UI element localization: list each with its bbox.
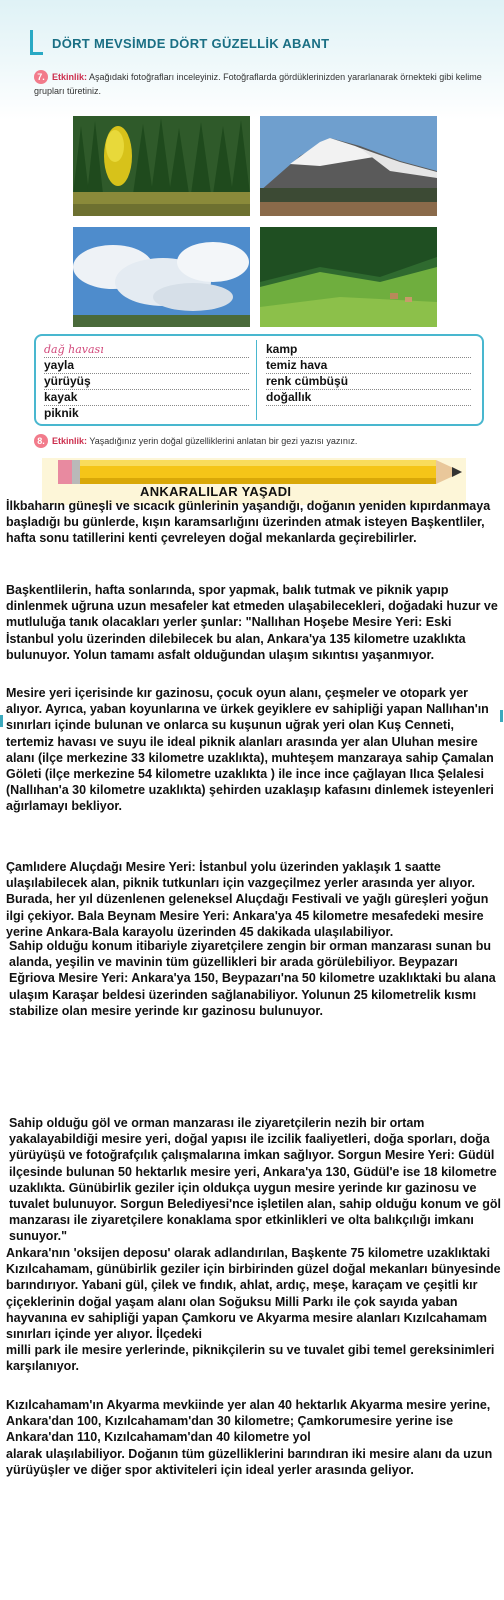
word-entry: renk cümbüşü bbox=[266, 374, 471, 390]
table-divider bbox=[256, 340, 257, 420]
word-entry: temiz hava bbox=[266, 358, 471, 374]
example-word: dağ havası bbox=[44, 342, 249, 358]
article-paragraph: Ankara'nın 'oksijen deposu' olarak adlandırılan, Başkente 75 kilometre uzaklıktaki Kızılcahamam, günübirlik geziler için birbirinden güzel doğal mekanları bünyesinde barındırıyor. Yabani gül, çilek ve fındık, ahlat, ardıç, meşe, karaçam ve çeşitli kır çiçeklerinin doğal yaşam alanı olan Soğuksu Milli Parkı ile çok sayıda yaban hayvanına ev sahipliği yapan Çamkoru ve Akyarma mesire alanları Kızılcahamam sınırları içinde yer alıyor. İlçedeki milli park ile mesire yerlerinde, piknikçilerin su ve tuvalet gibi temel gereksinimleri karşılanıyor. bbox=[6, 1246, 501, 1374]
activity-8-number: 8. bbox=[34, 434, 48, 448]
word-entry: yürüyüş bbox=[44, 374, 249, 390]
article-paragraph: Sahip olduğu konum itibariyle ziyaretçilere zengin bir orman manzarası sunan bu alanda, yeşilin ve mavinin tüm güzellikleri bir arada görülebiliyor. Beypazarı Eğriova Mesire Yeri: Ankara'ya 150, Beypazarı'na 50 kilometre uzaklıktaki bu alana ulaşım Karaşar beldesi üzerinden sağlanabiliyor. Yolunun 25 kilometrelik kısmı stabilize olan mesire yerinde kır gazinosu bulunuyor. bbox=[9, 939, 496, 1018]
activity-7-instruction bbox=[34, 70, 484, 98]
activity-7-number: 7. bbox=[34, 70, 48, 84]
activity-8-instruction bbox=[34, 434, 484, 448]
word-entry: yayla bbox=[44, 358, 249, 374]
forest-photo bbox=[73, 116, 250, 216]
cloudy-sky-photo bbox=[73, 227, 250, 327]
activity-8-text: Yaşadığınız yerin doğal güzelliklerini anlatan bir gezi yazısı yazınız. bbox=[89, 436, 358, 446]
word-entry: kayak bbox=[44, 390, 249, 406]
article-paragraph: Kızılcahamam'ın Akyarma mevkiinde yer alan 40 hektarlık Akyarma mesire yerine, Ankara'dan 100, Kızılcahamam'dan 30 kilometre; Çamkorumesire yerine ise Ankara'dan 110, Kızılcahamam'dan 40 kilometre yol alarak ulaşılabiliyor. Doğanın tüm güzelliklerini barındıran iki mesire alanı da uzun yürüyüşler ve diğer spor aktiviteleri için ideal yerler arasında geliyor. bbox=[6, 1398, 493, 1477]
worksheet-header bbox=[30, 30, 490, 60]
activity-7-label: Etkinlik: bbox=[52, 72, 88, 82]
photo-grid bbox=[73, 116, 441, 328]
article-paragraph: İlkbaharın güneşli ve sıcacık günlerinin yaşandığı, doğanın yeniden kıpırdanmaya başladığı bu günlerde, kışın karamsarlığını üzerinden atmak isteyen Başkentliler, hafta sonu tatillerini kenti çevreleyen doğal mekanlarda geçirebilirler. bbox=[6, 499, 491, 546]
word-column-right bbox=[266, 342, 471, 406]
article-paragraph: Başkentlilerin, hafta sonlarında, spor yapmak, balık tutmak ve piknik yapıp dinlenmek uğruna uzun mesafeler kat etmeden ulaşabilecekleri, doğadaki huzur ve mutluluğa tanık olacakları yerler şunlar: "Nallıhan Hoşebe Mesire Yeri: Eski İstanbul yolu üzerinden dilebilecek bu alan, Ankara'ya 135 kilometre uzaklıkta bulunuyor. Yolun tamamı asfalt olduğundan ulaşım sıkıntısı yaşanmıyor. bbox=[6, 583, 498, 662]
word-group-table bbox=[34, 334, 484, 426]
worksheet-title: DÖRT MEVSİMDE DÖRT GÜZELLİK ABANT bbox=[52, 36, 330, 51]
word-column-left bbox=[44, 342, 249, 421]
header-bracket-decoration bbox=[30, 30, 43, 55]
worksheet-page bbox=[0, 0, 504, 505]
essay-title: ANKARALILAR YAŞADI bbox=[140, 484, 292, 499]
article-paragraph: Mesire yeri içerisinde kır gazinosu, çocuk oyun alanı, çeşmeler ve otopark yer alıyor. Ayrıca, yaban koyunlarına ve ürkek geyiklere ev sahipliği yapan Nallıhan'ın sınırları içinde bulunan ve onlarca su kuşunun uğrak yeri olan Kuş Cenneti, tertemiz havası ve suyu ile ideal piknik alanları arasında yer alan Uluhan mesire alanı (ilçe merkezine 33 kilometre uzaklıkta), muhteşem manzaraya sahip Çamalan Göleti (ilçe merkezine 54 kilometre uzaklıkta ) ile ince ince çağlayan Ilıca Şelalesi (Nallıhan'a 30 kilometre uzaklıkta) şehirden uzaklaşıp kafasını dinlemek isteyenleri ağırlamayı bekliyor. bbox=[6, 686, 494, 814]
article-paragraph: Sahip olduğu göl ve orman manzarası ile ziyaretçilerin nezih bir ortam yakalayabildiği mesire yeri, doğal yapısı ile izcilik faaliyetleri, doğa sporları, doğa yürüyüşü ve fotoğrafçılık çalışmalarına imkan sağlıyor. Sorgun Mesire Yeri: Güdül ilçesinde bulunan 50 hektarlık mesire yeri, Ankara'ya 130, Güdül'e ise 18 kilometre uzaklıkta. Günübirlik geziler için oldukça uygun mesire yerinde kır gazinosu ve tuvalet bulunuyor. Sorgun Belediyesi'nce işletilen alan, sahip olduğu konum ve göl manzarası ile ziyaretçilere konaklama spor etkinlikleri ve olta balıkçılığı imkanı sunuyor." bbox=[9, 1116, 501, 1244]
green-valley-photo bbox=[260, 227, 437, 327]
word-entry: kamp bbox=[266, 342, 471, 358]
word-entry: doğallık bbox=[266, 390, 471, 406]
right-margin-marker bbox=[500, 710, 503, 722]
word-entry: piknik bbox=[44, 406, 79, 420]
left-margin-marker bbox=[0, 715, 3, 727]
activity-7-text: Aşağıdaki fotoğrafları inceleyiniz. Fotoğraflarda gördüklerinizden yararlanarak örnekteki gibi kelime grupları türetiniz. bbox=[34, 72, 482, 96]
article-paragraph: Çamlıdere Aluçdağı Mesire Yeri: İstanbul yolu üzerinden yaklaşık 1 saatte ulaşılabilecek alan, piknik tutkunları için vazgeçilmez yerler arasında yer alıyor. Burada, her yıl düzenlenen geleneksel Aluçdağı Festivali ve yağlı güreşleri yoğun ilgi çekiyor. Bala Beynam Mesire Yeri: Ankara'ya 45 kilometre mesafedeki mesire yerine Ankara-Bala karayolu üzerinden 45 dakikada ulaşılabiliyor. bbox=[6, 860, 489, 939]
activity-8-label: Etkinlik: bbox=[52, 436, 88, 446]
snowy-mountain-photo bbox=[260, 116, 437, 216]
